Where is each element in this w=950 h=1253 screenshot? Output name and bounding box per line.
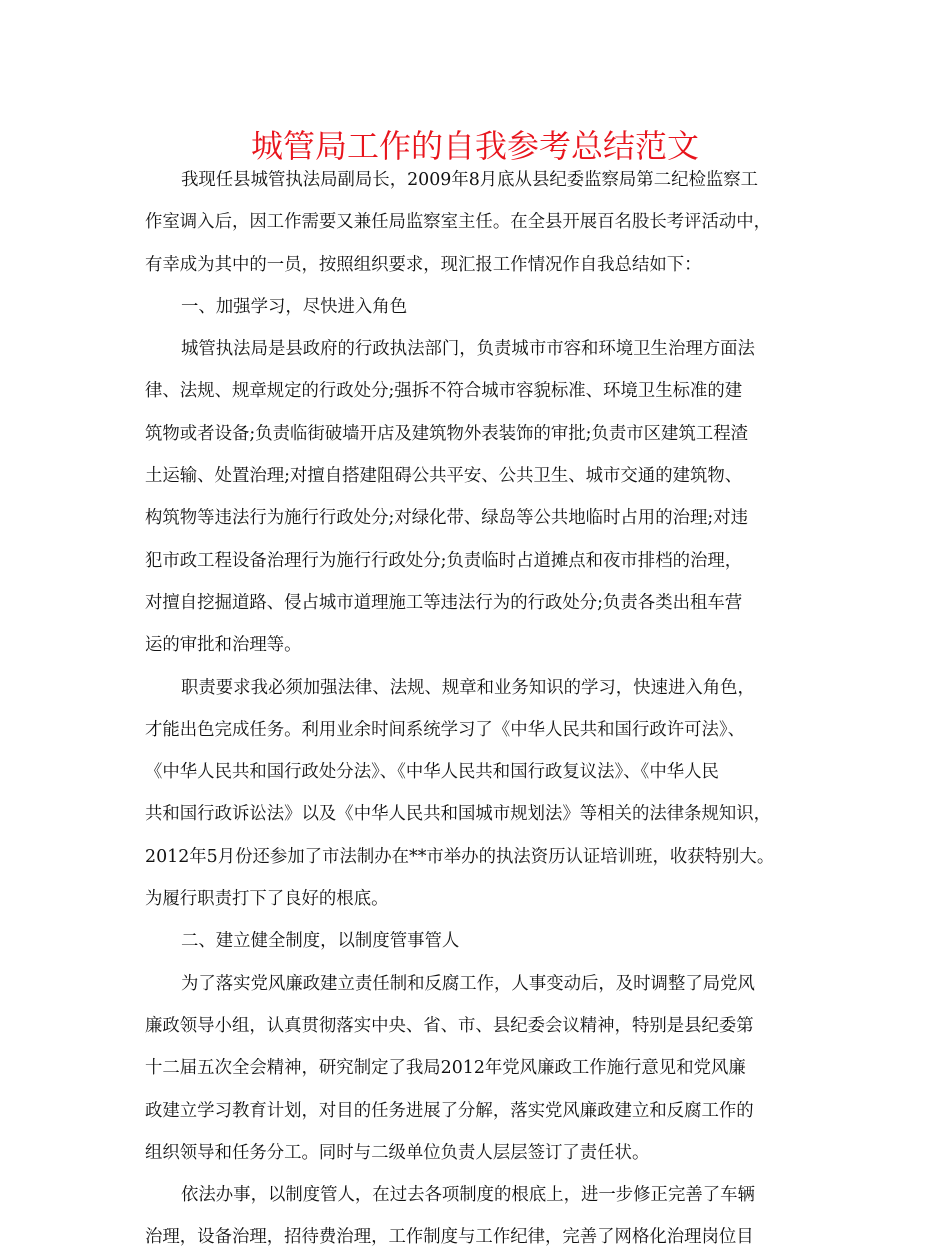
paragraph-line: 为履行职责打下了良好的根底。 [145,889,389,910]
paragraph-line: 政建立学习教育计划，对目的任务进展了分解，落实党风廉政建立和反腐工作的 [145,1100,754,1121]
paragraph-line: 筑物或者设备;负责临街破墙开店及建筑物外表装饰的审批;负责市区建筑工程渣 [145,423,749,444]
paragraph-line: 土运输、处置治理;对擅自搭建阻碍公共平安、公共卫生、城市交通的建筑物、 [145,466,743,487]
paragraph-line: 城管执法局是县政府的行政执法部门，负责城市市容和环境卫生治理方面法 [181,339,755,360]
paragraph-line: 组织领导和任务分工。同时与二级单位负责人层层签订了责任状。 [145,1142,650,1163]
paragraph-line: 我现任县城管执法局副局长，2009年8月底从县纪委监察局第二纪检监察工 [181,170,759,190]
paragraph-line: 作室调入后，因工作需要又兼任局监察室主任。在全县开展百名股长考评活动中， [145,212,772,233]
paragraph-line: 《中华人民共和国行政处分法》、《中华人民共和国行政复议法》、《中华人民 [145,762,719,783]
paragraph-line: 职责要求我必须加强法律、法规、规章和业务知识的学习，快速进入角色， [181,677,755,698]
paragraph-line: 廉政领导小组，认真贯彻落实中央、省、市、县纪委会议精神，特别是县纪委第 [145,1015,754,1036]
paragraph-line: 十二届五次全会精神，研究制定了我局2012年党风廉政工作施行意见和党风廉 [145,1058,746,1079]
paragraph-line: 2012年5月份还参加了市法制办在**市举办的执法资历认证培训班，收获特别大。 [145,846,775,867]
document-body [145,165,815,1253]
section-heading: 一、加强学习，尽快进入角色 [181,296,408,317]
paragraph-line: 构筑物等违法行为施行行政处分;对绿化带、绿岛等公共地临时占用的治理;对违 [145,508,749,529]
paragraph-line: 有幸成为其中的一员，按照组织要求，现汇报工作情况作自我总结如下： [145,254,702,275]
document-title: 城管局工作的自我参考总结范文 [250,127,699,165]
paragraph-line: 共和国行政诉讼法》以及《中华人民共和国城市规划法》等相关的法律条规知识， [145,804,772,825]
paragraph-line: 才能出色完成任务。利用业余时间系统学习了《中华人民共和国行政许可法》、 [145,719,745,740]
paragraph-line: 犯市政工程设备治理行为施行行政处分;负责临时占道摊点和夜市排档的治理， [145,550,743,571]
paragraph-line: 为了落实党风廉政建立责任制和反腐工作，人事变动后，及时调整了局党风 [181,973,755,994]
paragraph-line: 依法办事，以制度管人，在过去各项制度的根底上，进一步修正完善了车辆 [181,1185,755,1206]
paragraph-line: 律、法规、规章规定的行政处分;强拆不符合城市容貌标准、环境卫生标准的建 [145,381,743,402]
section-heading: 二、建立健全制度，以制度管事管人 [181,931,460,952]
paragraph-line: 运的审批和治理等。 [145,635,302,656]
paragraph-line: 治理，设备治理，招待费治理，工作制度与工作纪律，完善了网格化治理岗位目 [145,1227,754,1248]
paragraph-line: 对擅自挖掘道路、侵占城市道理施工等违法行为的行政处分;负责各类出租车营 [145,592,743,613]
